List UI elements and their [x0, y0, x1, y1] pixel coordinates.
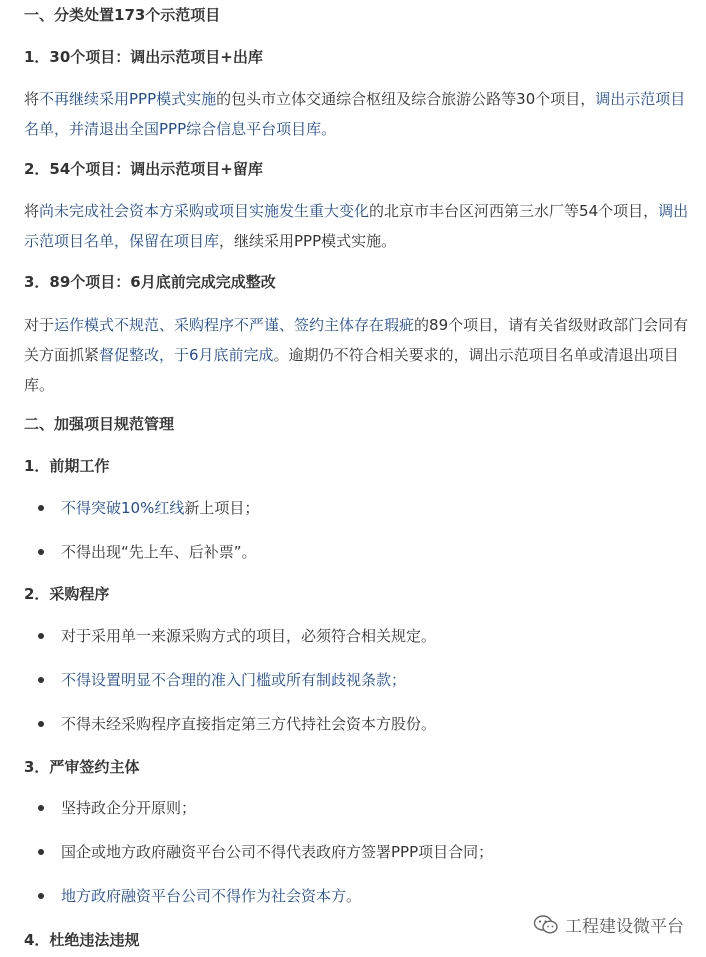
subsection-1-2-paragraph: [24, 196, 694, 256]
highlight-run: 地方政府融资平台公司不得作为社会资本方: [61, 887, 347, 905]
text-run: 新上项目；: [184, 499, 260, 517]
subsection-1-2-heading: 2．54个项目：调出示范项目+留库: [24, 160, 263, 178]
text-run: ，继续采用PPP模式实施。: [219, 232, 397, 250]
bullet-icon: [38, 677, 44, 683]
subsection-2-4-heading: 4．杜绝违法违规: [24, 931, 140, 949]
text-run: 国企或地方政府融资平台公司不得代表政府方签署PPP项目合同；: [61, 843, 494, 861]
subsection-1-3-heading: 3．89个项目：6月底前完成完成整改: [24, 273, 276, 291]
list-item: [38, 497, 259, 519]
watermark-text: 工程建设微平台: [565, 917, 684, 937]
bullet-icon: [38, 849, 44, 855]
subsection-2-3-heading: 3．严审签约主体: [24, 758, 140, 776]
highlight-run: 不得设置明显不合理的准入门槛或所有制歧视条款；: [61, 671, 407, 689]
subsection-1-1-paragraph: [24, 84, 694, 144]
list-item: [38, 841, 493, 863]
text-run: 不得出现“先上车、后补票”。: [61, 543, 257, 561]
list-item: [38, 885, 361, 907]
subsection-2-2-heading: 2．采购程序: [24, 585, 110, 603]
bullet-icon: [38, 805, 44, 811]
text-run: 的89个项目，请有关省级财政部门会同有关方面抓紧: [24, 316, 689, 364]
section-2-title: 二、加强项目规范管理: [24, 415, 175, 433]
text-run: 的包头市立体交通综合枢纽及综合旅游公路等30个项目，: [216, 90, 596, 108]
list-item: [38, 625, 436, 647]
highlight-run: 督促整改，于6月底前完成: [99, 346, 274, 364]
text-run: 的北京市丰台区河西第三水厂等54个项目，: [369, 202, 659, 220]
section-1-title: 一、分类处置173个示范项目: [24, 6, 221, 24]
text-run: 。逾期仍不符合相关要求的，调出示范项目名单或清退出项目库。: [24, 346, 679, 394]
highlight-run: 尚未完成社会资本方采购或项目实施发生重大变化: [39, 202, 370, 220]
subsection-1-3-paragraph: [24, 310, 694, 400]
highlight-run: 不得突破10%红线: [61, 499, 185, 517]
text-run: 不得未经采购程序直接指定第三方代持社会资本方股份。: [61, 715, 437, 733]
list-item: [38, 713, 436, 735]
highlight-run: 调出示范项目名单，保留在项目库: [24, 202, 689, 250]
bullet-icon: [38, 893, 44, 899]
highlight-run: 调出示范项目名单，并清退出全国PPP综合信息平台项目库。: [24, 90, 686, 138]
subsection-1-1-heading: 1．30个项目：调出示范项目+出库: [24, 48, 263, 66]
text-run: 对于采用单一来源采购方式的项目，必须符合相关规定。: [61, 627, 437, 645]
text-run: 将: [24, 202, 40, 220]
text-run: 坚持政企分开原则；: [61, 799, 197, 817]
subsection-2-1-heading: 1．前期工作: [24, 457, 110, 475]
highlight-run: 运作模式不规范、采购程序不严谨、签约主体存在瑕疵: [54, 316, 415, 334]
wechat-icon: [533, 914, 559, 936]
list-item: [38, 669, 406, 691]
bullet-icon: [38, 721, 44, 727]
list-item: [38, 797, 196, 819]
bullet-icon: [38, 505, 44, 511]
bullet-icon: [38, 549, 44, 555]
list-item: [38, 541, 257, 563]
text-run: 对于: [24, 316, 55, 334]
bullet-icon: [38, 633, 44, 639]
text-run: 。: [346, 887, 362, 905]
text-run: 将: [24, 90, 40, 108]
highlight-run: 不再继续采用PPP模式实施: [39, 90, 217, 108]
watermark: [533, 912, 684, 937]
